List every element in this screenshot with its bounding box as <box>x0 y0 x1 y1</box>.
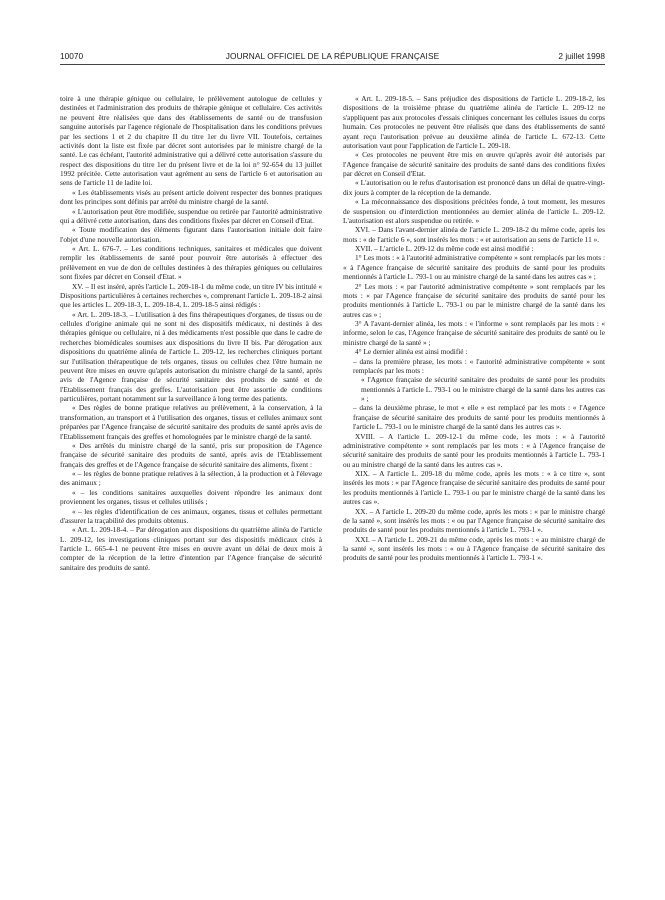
list-item: – dans la deuxième phrase, le mot « elle » est remplacé par les mots : « l'Agence française de sécurité sanitaire des produits de santé pour les produits mentionnés à l'article L. 793-1 ou le ministre chargé de la santé dans les autres cas ». <box>353 403 605 432</box>
right-column <box>343 94 605 563</box>
paragraph: « Des arrêtés du ministre chargé de la santé, pris sur proposition de l'Agence française de sécurité sanitaire des produits de santé, après avis de l'Etablissement français des greffes et de l'Agence française de sécurité sanitaire des aliments, fixent : <box>60 440 322 469</box>
paragraph: « – les règles de bonne pratique relatives à la sélection, à la production et à l'élevage des animaux ; <box>60 469 322 488</box>
page-header <box>60 51 605 63</box>
paragraph: XVII. – L'article L. 209-12 du même code est ainsi modifié : <box>355 244 534 253</box>
list-item: – dans la première phrase, les mots : « l'autorité administrative compétente » sont remplacés par les mots : <box>353 356 605 375</box>
paragraph: 4° Le dernier alinéa est ainsi modifié : <box>355 347 468 357</box>
paragraph: « Toute modification des éléments figurant dans l'autorisation initiale doit faire l'objet d'une nouvelle autorisation. <box>60 225 322 244</box>
paragraph: « Art. L. 209-18-5. – Sans préjudice des dispositions de l'article L. 209-18-2, les dispositions de la troisième phrase du quatrième alinéa de l'article L. 209-12 ne s'appliquent pas aux protocoles d'essais cliniques concernant les cellules issues du corps humain. Ces protocoles ne peuvent être réalisés que dans des établissements de santé ayant reçu l'autorisation prévue au deuxième alinéa de l'article L. 672-13. Cette autorisation vaut pour l'application de l'article L. 209-18. <box>343 94 605 150</box>
paragraph: « Ces protocoles ne peuvent être mis en œuvre qu'après avoir été autorisés par l'Agence française de sécurité sanitaire des produits de santé dans des conditions fixées par décret en Conseil d'Etat. <box>343 150 605 178</box>
paragraph: « L'autorisation peut être modifiée, suspendue ou retirée par l'autorité administrative qui a délivré cette autorisation, dans des conditions fixées par décret en Conseil d'Etat. <box>60 206 322 225</box>
paragraph: XV. – Il est inséré, après l'article L. 209-18-1 du même code, un titre IV bis intitulé « Dispositions particulières à certaines recherches », comprenant l'article L. 209-18-2 ainsi que les articles L. 209-18-3, L. 209-18-4, L. 209-18-5 ainsi rédigés : <box>60 281 322 310</box>
header-rule <box>60 64 605 65</box>
paragraph: « Art. L. 209-18-4. – Par dérogation aux dispositions du quatrième alinéa de l'article L. 209-12, les investigations cliniques portant sur des dispositifs médicaux cités à l'article L. 665-4-1 ne peuvent être mises en œuvre avant un délai de deux mois à compter de la réception de la lettre d'intention par l'Agence française de sécurité sanitaire des produits de santé. <box>60 525 322 572</box>
paragraph: XX. – A l'article L. 209-20 du même code, après les mots : « par le ministre chargé de la santé », sont insérés les mots : « ou par l'Agence française de sécurité sanitaire des produits de santé pour les produits mentionnés à l'article L. 793-1 ». <box>343 506 605 535</box>
paragraph: « – les conditions sanitaires auxquelles doivent répondre les animaux dont proviennent les organes, tissus et cellules utilisés ; <box>60 487 322 507</box>
paragraph: « La méconnaissance des dispositions précitées fonde, à tout moment, les mesures de suspension ou d'interdiction mentionnées au dernier alinéa de l'article L. 209-12. L'autorisation est alors suspendue ou retirée. » <box>343 197 605 225</box>
paragraph: toire à une thérapie génique ou cellulaire, le prélèvement autologue de cellules y destinées et l'administration des produits de thérapie génique et cellulaire. Ces activités ne peuvent être réalisées que dans des établissements de santé ou de transfusion sanguine autorisés par l'agence régionale de l'hospitalisation dans les conditions prévues par les sections 1 et 2 du chapitre II du titre 1er du livre VII. Toutefois, certaines activités dont la liste est fixée par décret sont autorisées par le ministre chargé de la santé. Le cas échéant, l'autorité administrative qui a délivré cette autorisation s'assure du respect des dispositions du titre 1er du présent livre et de la loi n° 92-654 du 13 juillet 1992 précitée. Cette autorisation vaut agrément au sens de l'article 6 et autorisation au sens de l'article 11 de ladite loi. <box>60 94 322 188</box>
page-number: 10070 <box>60 51 84 61</box>
left-column <box>60 94 322 572</box>
paragraph: 1° Les mots : « à l'autorité administrative compétente » sont remplacés par les mots : « à l'Agence française de sécurité sanitaire des produits de santé pour les produits mentionnés à l'article L. 793-1 ou au ministre chargé de la santé dans les autres cas » ; <box>343 253 605 282</box>
publication-date: 2 juillet 1998 <box>558 51 605 61</box>
journal-title: JOURNAL OFFICIEL DE LA RÉPUBLIQUE FRANÇAISE <box>225 51 440 61</box>
paragraph: 2° Les mots : « par l'autorité administrative compétente » sont remplacés par les mots : « par l'Agence française de sécurité sanitaire des produits de santé pour les produits mentionnés à l'article L. 793-1 ou par le ministre chargé de la santé dans les autres cas » ; <box>343 281 605 319</box>
paragraph: « Des règles de bonne pratique relatives au prélèvement, à la conservation, à la transformation, au transport et à l'utilisation des organes, tissus et cellules animaux sont préparées par l'Agence française de sécurité sanitaire des produits de santé après avis de l'Etablissement français des greffes et homologuées par le ministre chargé de la santé. <box>60 403 322 441</box>
paragraph: « – les règles d'identification de ces animaux, organes, tissus et cellules permettant d'assurer la traçabilité des produits obtenus. <box>60 506 322 525</box>
paragraph: 3° A l'avant-dernier alinéa, les mots : « l'informe » sont remplacés par les mots : « informe, selon le cas, l'Agence française de sécurité sanitaire des produits de santé ou le ministre chargé de la santé » ; <box>343 319 605 347</box>
paragraph: XIX. – A l'article L. 209-18 du même code, après les mots : « à ce titre », sont insérés les mots : « par l'Agence française de sécurité sanitaire des produits de santé pour les produits mentionnés à l'article L. 793-1 ou par le ministre chargé de la santé dans les autres cas ». <box>343 469 605 507</box>
paragraph: XVI. – Dans l'avant-dernier alinéa de l'article L. 209-18-2 du même code, après les mots : « de l'article 6 », sont insérés les mots : « et autorisation au sens de l'article 11 ». <box>343 225 605 244</box>
paragraph: « L'autorisation ou le refus d'autorisation est prononcé dans un délai de quatre-vingt-dix jours à compter de la réception de la demande. <box>343 178 605 197</box>
paragraph: « Art. L. 209-18-3. – L'utilisation à des fins thérapeutiques d'organes, de tissus ou de cellules d'origine animale qui ne sont ni des dispositifs médicaux, ni destinés à des thérapies génique ou cellulaire, ni à des médicaments n'est possible que dans le cadre de recherches biomédicales soumises aux dispositions du livre II bis. Par dérogation aux dispositions du quatrième alinéa de l'article L. 209-12, les recherches cliniques portant sur l'utilisation thérapeutique de tels organes, tissus ou cellules chez l'être humain ne peuvent être mises en œuvre qu'après autorisation du ministre chargé de la santé, après avis de l'Agence française de sécurité sanitaire des produits de santé et de l'Etablissement français des greffes. L'autorisation peut être assortie de conditions particulières, portant notamment sur la surveillance à long terme des patients. <box>60 309 322 403</box>
paragraph: « Art. L. 676-7. – Les conditions techniques, sanitaires et médicales que doivent remplir les établissements de santé pour pouvoir être autorisés à effectuer des prélèvement en vue de don de cellules destinées à des thérapies géniques ou cellulaires sont fixées par décret en Conseil d'Etat. » <box>60 244 322 282</box>
paragraph: XVIII. – A l'article L. 209-12-1 du même code, les mots : « à l'autorité administrative compétente » sont remplacés par les mots : « à l'Agence française de sécurité sanitaire des produits de santé pour les produits mentionnés à l'article L. 793-1 ou au ministre chargé de la santé dans les autres cas ». <box>343 431 605 469</box>
paragraph: « Les établissements visés au présent article doivent respecter des bonnes pratiques dont les principes sont définis par arrêté du ministre chargé de la santé. <box>60 187 322 207</box>
paragraph: XXI. – A l'article L. 209-21 du même code, après les mots : « au ministre chargé de la santé », sont insérés les mots : « ou à l'Agence française de sécurité sanitaire des produits de santé pour les produits mentionnés à l'article L. 793-1 ». <box>343 534 605 563</box>
quoted-text: « l'Agence française de sécurité sanitaire des produits de santé pour les produits mentionnés à l'article L. 793-1 ou le ministre chargé de la santé dans les autres cas » ; <box>361 375 605 403</box>
